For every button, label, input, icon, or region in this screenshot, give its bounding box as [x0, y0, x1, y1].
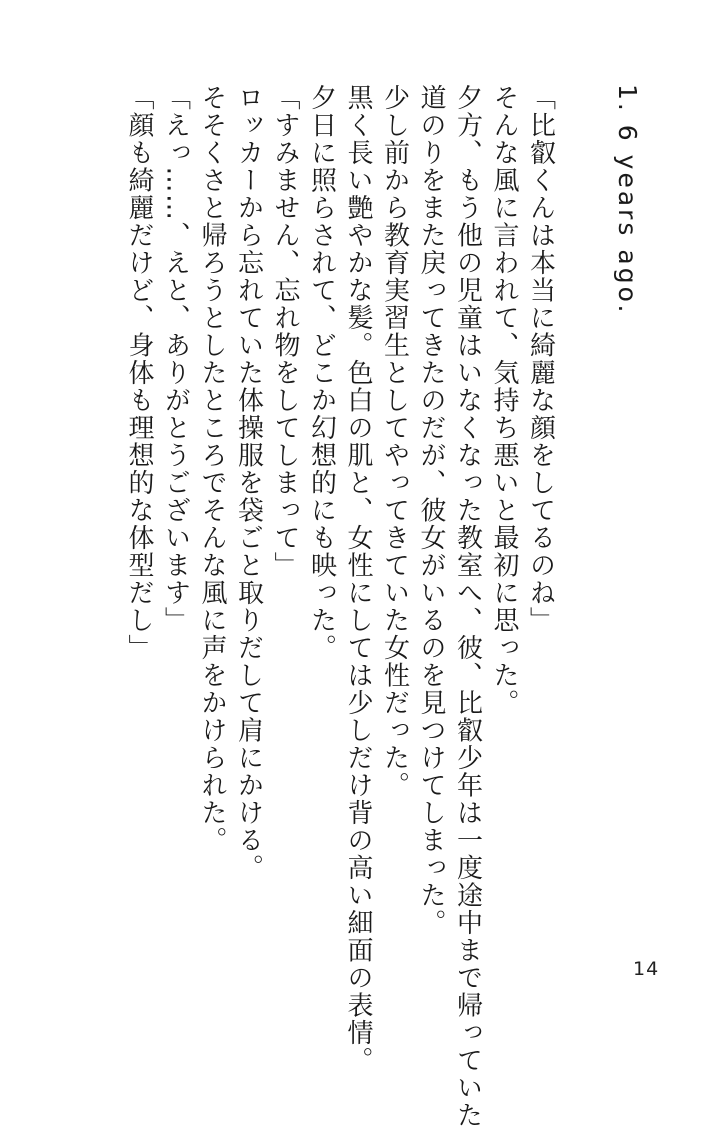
text-line-6: 黒く長い艶やかな髪。色白の肌と、女性にしては少しだけ背の高い細面の表情。 — [343, 84, 373, 1074]
text-line-1: 「比叡くんは本当に綺麗な顔をしてるのね」 — [525, 84, 556, 634]
text-line-2: そんな風に言われて、気持ち悪いと最初に思った。 — [489, 84, 519, 717]
text-line-9: ロッカーから忘れていた体操服を袋ごと取りだして肩にかける。 — [233, 84, 264, 882]
text-line-7: 夕日に照らされて、どこか幻想的にも映った。 — [306, 84, 337, 662]
page-number: 14 — [633, 958, 660, 980]
chapter-heading: 1. 6 years ago. — [613, 84, 642, 316]
text-line-5: 少し前から教育実習生としてやってきていた女性だった。 — [379, 84, 410, 799]
text-line-3: 夕方、もう他の児童はいなくなった教室へ、彼、比叡少年は一度途中まで帰っていた — [452, 84, 483, 1129]
text-line-12: 「顔も綺麗だけど、身体も理想的な体型だし」 — [124, 84, 154, 662]
text-line-4: 道のりをまた戻ってきたのだが、彼女がいるのを見つけてしまった。 — [416, 84, 446, 937]
text-line-10: そそくさと帰ろうとしたところでそんな風に声をかけられた。 — [197, 84, 227, 854]
text-line-8: 「すみません、忘れ物をしてしまって」 — [270, 84, 300, 579]
text-line-11: 「えっ……、えと、ありがとうございます」 — [160, 84, 191, 634]
vertical-text-body — [121, 84, 646, 1129]
